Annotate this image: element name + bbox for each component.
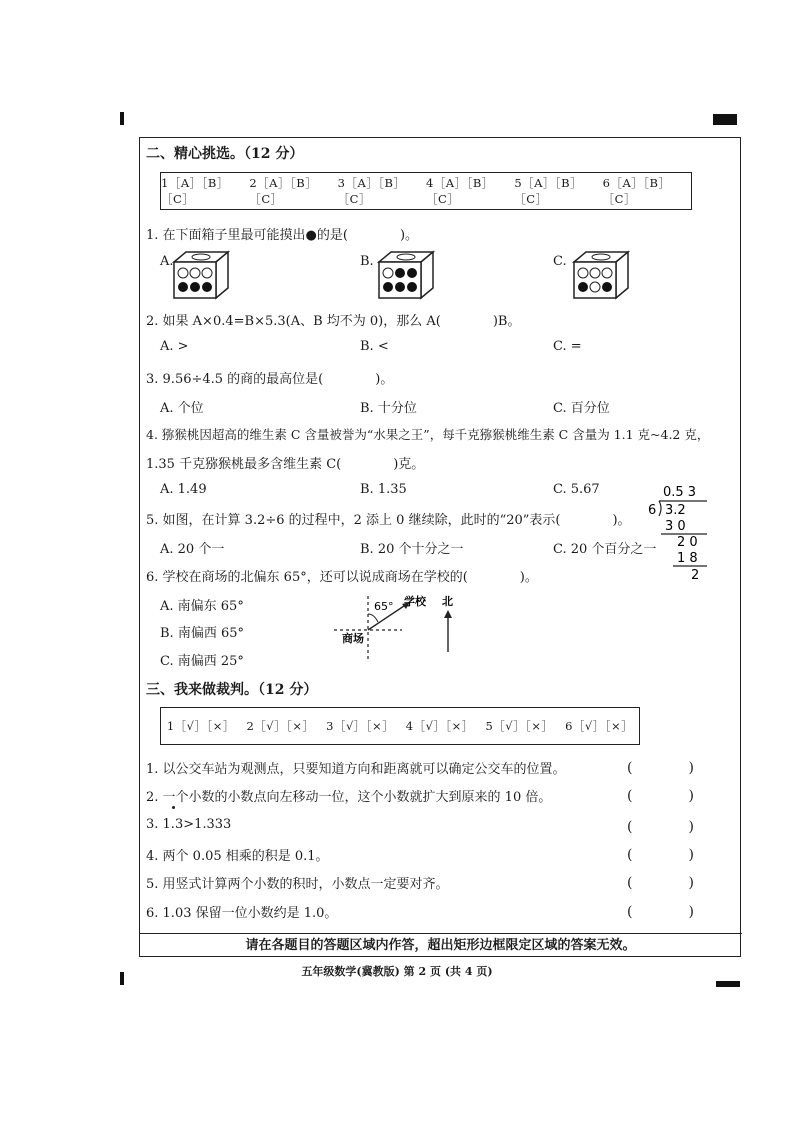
page-footer: 五年级数学(冀教版) 第 2 页 (共 4 页): [301, 965, 493, 978]
q1-option-c-label: C.: [553, 254, 567, 269]
q2-option-c: C. =: [553, 339, 582, 354]
long-division-figure: [645, 482, 715, 580]
judge-option-3[interactable]: 3［√］［×］: [326, 719, 395, 733]
answer-option-2[interactable]: 2［A］［B］［C］: [249, 176, 318, 206]
judge-answer-2[interactable]: ( ): [627, 788, 694, 804]
q3-option-a: A. 个位: [160, 401, 204, 416]
question-4-line2: 1.35 千克猕猴桃最多含维生素 C( )克。: [146, 457, 425, 472]
division-row-1: 3 0: [665, 519, 686, 534]
direction-diagram: [328, 590, 468, 662]
judge-item-1: 1. 以公交车站为观测点，只要知道方向和距离就可以确定公交车的位置。: [146, 762, 566, 777]
answer-area-warning: 请在各题目的答题区域内作答，超出矩形边框限定区域的答案无效。: [139, 933, 742, 956]
question-2: 2. 如果 A×0.4=B×5.3(A、B 均不为 0)，那么 A( )B。: [146, 314, 521, 329]
question-3: 3. 9.56÷4.5 的商的最高位是( )。: [146, 372, 394, 387]
diagram-angle-label: 65°: [374, 600, 394, 613]
q4-option-b: B. 1.35: [360, 482, 407, 497]
judge-item-6: 6. 1.03 保留一位小数约是 1.0。: [146, 906, 338, 921]
q2-option-b: B. <: [360, 339, 389, 354]
q5-option-b: B. 20 个十分之一: [360, 542, 464, 557]
box-b-figure: [377, 250, 437, 300]
q6-option-c: C. 南偏西 25°: [160, 654, 244, 669]
q5-option-c: C. 20 个百分之一: [553, 542, 657, 557]
q4-option-a: A. 1.49: [160, 482, 207, 497]
judge-option-1[interactable]: 1［√］［×］: [166, 719, 235, 733]
section2-title: 二、精心挑选。（12 分）: [146, 146, 304, 162]
question-5: 5. 如图，在计算 3.2÷6 的过程中，2 添上 0 继续除，此时的“20”表示( )。: [146, 513, 631, 528]
q5-option-a: A. 20 个一: [160, 542, 225, 557]
answer-option-5[interactable]: 5［A］［B］［C］: [514, 176, 583, 206]
judge-answer-6[interactable]: ( ): [627, 904, 694, 920]
section3-answer-box: [160, 707, 640, 745]
question-6: 6. 学校在商场的北偏东 65°，还可以说成商场在学校的( )。: [146, 570, 538, 585]
recurring-dot: [172, 806, 175, 809]
judge-option-4[interactable]: 4［√］［×］: [405, 719, 474, 733]
question-1: 1. 在下面箱子里最可能摸出●的是( )。: [146, 228, 419, 243]
diagram-mall-label: 商场: [342, 632, 364, 645]
judge-answer-5[interactable]: ( ): [627, 875, 694, 891]
judge-option-6[interactable]: 6［√］［×］: [565, 719, 634, 733]
registration-mark-top-right: [713, 114, 737, 125]
answer-option-6[interactable]: 6［A］［B］［C］: [602, 176, 671, 206]
judge-item-4: 4. 两个 0.05 相乘的积是 0.1。: [146, 849, 329, 864]
division-divisor: 6: [648, 503, 657, 518]
answer-option-3[interactable]: 3［A］［B］［C］: [337, 176, 406, 206]
judge-option-2[interactable]: 2［√］［×］: [246, 719, 315, 733]
judge-answer-1[interactable]: ( ): [627, 760, 694, 776]
judge-option-5[interactable]: 5［√］［×］: [485, 719, 554, 733]
q3-option-b: B. 十分位: [360, 401, 417, 416]
judge-item-3: 3. 1.3>1.333: [146, 817, 232, 832]
question-4-line1: 4. 猕猴桃因超高的维生素 C 含量被誉为“水果之王”，每千克猕猴桃维生素 C 含量为 1.1 克~4.2 克，: [146, 427, 710, 442]
q6-option-a: A. 南偏东 65°: [160, 599, 244, 614]
division-row-3: 1 8: [677, 551, 698, 566]
registration-mark-bottom-right: [716, 981, 740, 987]
judge-answer-3[interactable]: ( ): [627, 819, 694, 835]
q4-option-c: C. 5.67: [553, 482, 600, 497]
division-row-2: 2 0: [677, 535, 698, 550]
answer-option-4[interactable]: 4［A］［B］［C］: [425, 176, 494, 206]
division-dividend: 3.2: [665, 503, 686, 518]
box-a-figure: [172, 250, 232, 300]
judge-item-5: 5. 用竖式计算两个小数的积时，小数点一定要对齐。: [146, 877, 449, 892]
division-remainder: 2: [691, 568, 700, 580]
q2-option-a: A. >: [160, 339, 189, 354]
judge-answer-4[interactable]: ( ): [627, 847, 694, 863]
division-quotient: 0.5 3: [663, 485, 697, 500]
q1-option-b-label: B.: [360, 254, 374, 269]
section3-title: 三、我来做裁判。（12 分）: [146, 682, 318, 698]
box-c-figure: [572, 250, 632, 300]
diagram-north-label: 北: [442, 595, 453, 608]
q3-option-c: C. 百分位: [553, 401, 610, 416]
diagram-school-label: 学校: [404, 595, 426, 608]
q6-option-b: B. 南偏西 65°: [160, 626, 244, 641]
answer-option-1[interactable]: 1［A］［B］［C］: [161, 176, 229, 206]
section2-answer-box: [160, 172, 692, 210]
registration-mark-top-left: [120, 112, 124, 125]
judge-item-2: 2. 一个小数的小数点向左移动一位，这个小数就扩大到原来的 10 倍。: [146, 790, 552, 805]
q1-option-a-label: A.: [160, 254, 174, 269]
